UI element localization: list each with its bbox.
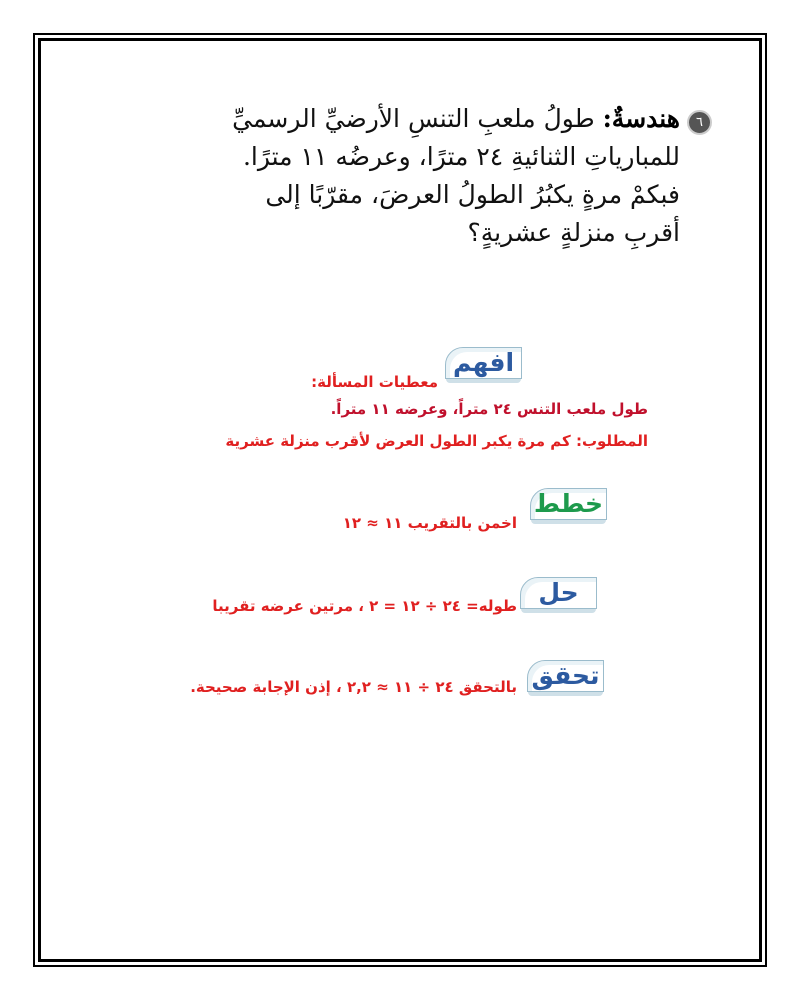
solve-text: طوله= ٢٤ ÷ ١٢ = ٢ ، مرتين عرضه تقريبا xyxy=(212,597,517,615)
understand-given: طول ملعب التنس ٢٤ متراً، وعرضه ١١ متراً. xyxy=(330,400,648,418)
problem-line-1-text: طولُ ملعبِ التنسِ الأرضيِّ الرسميِّ xyxy=(232,104,603,133)
understand-required: المطلوب: كم مرة يكبر الطول العرض لأقرب منزلة عشرية xyxy=(225,432,648,450)
check-step-label xyxy=(527,660,604,692)
plan-label-text: خطط xyxy=(533,489,604,518)
problem-number-badge: ٦ xyxy=(687,110,712,135)
solve-step-label xyxy=(520,577,597,609)
problem-keyword: هندسةٌ: xyxy=(602,104,680,133)
problem-line-4: أقربِ منزلةٍ عشريةٍ؟ xyxy=(467,218,680,247)
problem-line-3: فبكمْ مرةٍ يكبُرُ الطولُ العرضَ، مقرّبًا إلى xyxy=(265,180,680,209)
plan-step-label xyxy=(530,488,607,520)
understand-step-label xyxy=(445,347,522,379)
plan-text: اخمن بالتقريب ١١ ≈ ١٢ xyxy=(342,514,517,532)
understand-label-text: افهم xyxy=(452,348,515,377)
problem-statement xyxy=(150,100,703,252)
solve-label-text: حل xyxy=(538,578,579,607)
problem-line-2: للمبارياتِ الثنائيةِ ٢٤ مترًا، وعرضُه ١١ مترًا. xyxy=(242,142,680,171)
problem-line-1 xyxy=(150,100,680,138)
understand-heading: معطيات المسألة: xyxy=(311,373,438,391)
check-label-text: تحقق xyxy=(531,661,600,690)
check-text: بالتحقق ٢٤ ÷ ١١ ≈ ٢,٢ ، إذن الإجابة صحيحة. xyxy=(190,678,517,696)
